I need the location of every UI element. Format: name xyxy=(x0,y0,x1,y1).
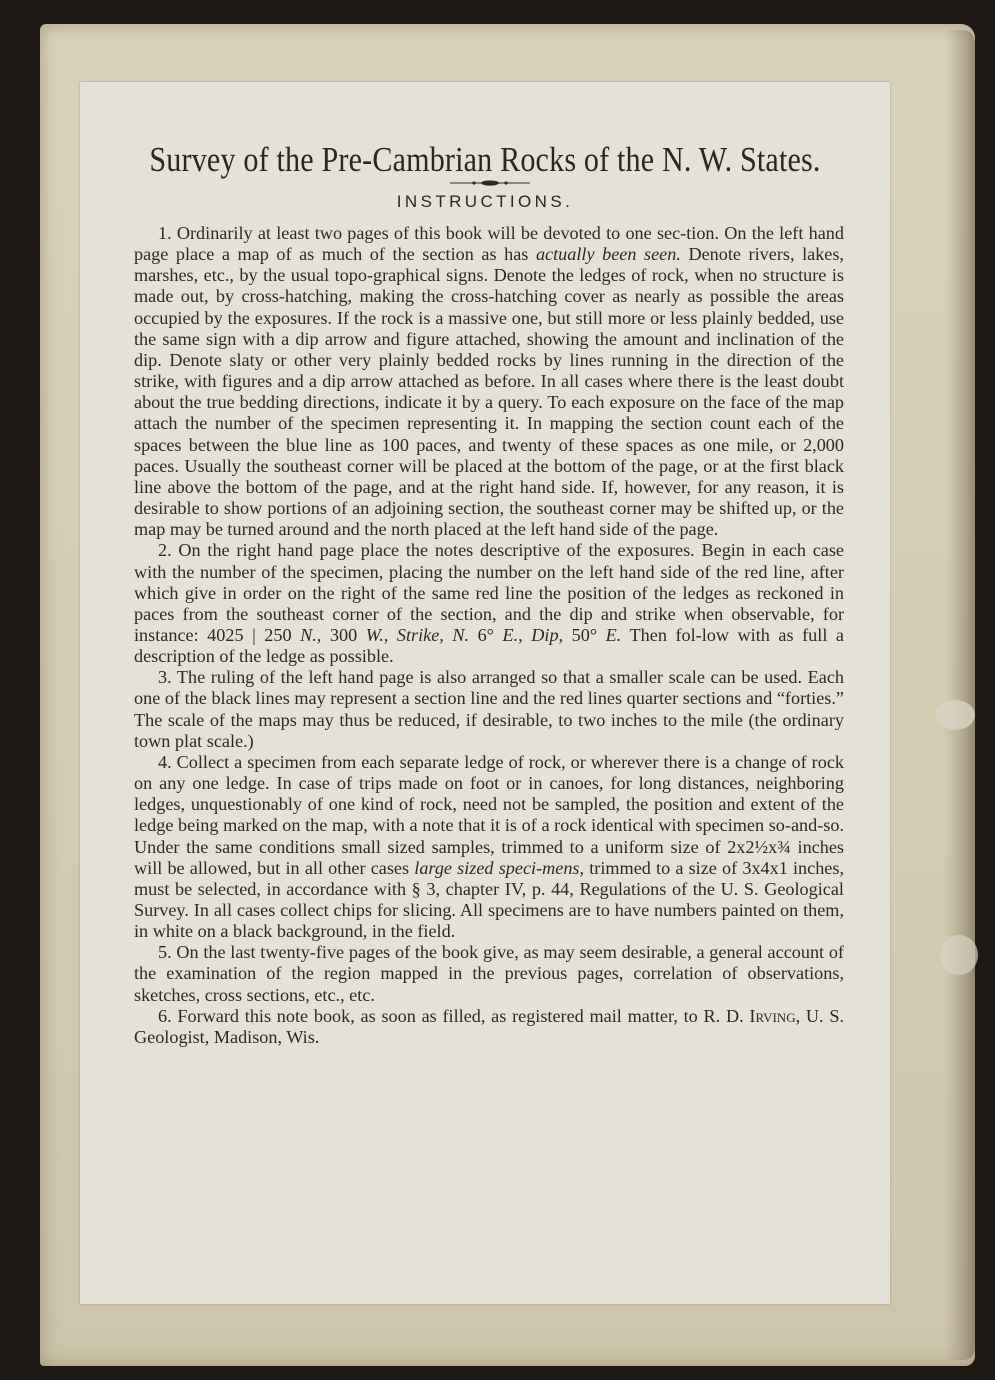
paragraph-6: 6. Forward this note book, as soon as filled, as registered mail matter, to R. D. Irving, U. S. Geologist, Madison, Wis. xyxy=(134,1005,844,1047)
page-title: Survey of the Pre-Cambrian Rocks of the N. W. States. xyxy=(149,140,821,179)
paragraph-2: 2. On the right hand page place the notes descriptive of the exposures. Begin in each case with the number of the specimen, placing the number on the left hand side of the red line, after which give in order on the right of the same red line the position of the ledges as reckoned in paces from the southeast corner of the section, and the dip and strike when observable, for instance: 4025 | 250 N., 300 W., Strike, N. 6° E., Dip, 50° E. Then fol-low with as full a description of the ledge as possible. xyxy=(134,540,844,667)
ornament-rule xyxy=(450,179,530,187)
paragraph-1: 1. Ordinarily at least two pages of this book will be devoted to one sec-tion. On the left hand page place a map of as much of the section as has actually been seen. Denote rivers, lakes, marshes, etc., by the usual topo-graphical signs. Denote the ledges of rock, when no structure is made out, by cross-hatching, making the cross-hatching cover as nearly as possible the areas occupied by the exposures. If the rock is a massive one, but still more or less plainly bedded, use the same sign with a dip arrow and figure attached, showing the amount and inclination of the dip. Denote slaty or other very plainly bedded rocks by lines running in the direction of the strike, with figures and a dip arrow attached as before. In all cases where there is the least doubt about the true bedding directions, indicate it by a query. To each exposure on the face of the map attach the number of the specimen representing it. In mapping the section count each of the spaces between the blue line as 100 paces, and twenty of these spaces as one mile, or 2,000 paces. Usually the southeast corner will be placed at the bottom of the page, or at the first black line above the bottom of the page, and at the right hand side. If, however, for any reason, it is desirable to show portions of an adjoining section, the southeast corner may be shifted up, or the map may be turned around and the north placed at the left hand side of the page. xyxy=(134,223,844,540)
instructions-body xyxy=(134,223,844,1048)
paragraph-4: 4. Collect a specimen from each separate ledge of rock, or wherever there is a change of rock on any one ledge. In case of trips made on foot or in canoes, for long distances, neighboring ledges, unquestionably of one kind of rock, need not be sampled, the position and extent of the ledge being marked on the map, with a note that it is of a rock identical with specimen so-and-so. Under the same conditions small sized samples, trimmed to a uniform size of 2x2½x¾ inches will be allowed, but in all other cases large sized speci-mens, trimmed to a size of 3x4x1 inches, must be selected, in accordance with § 3, chapter IV, p. 44, Regulations of the U. S. Geological Survey. In all cases collect chips for slicing. All specimens are to have numbers painted on them, in white on a black background, in the field. xyxy=(134,751,845,942)
paper-tear xyxy=(940,935,978,975)
paragraph-5: 5. On the last twenty-five pages of the book give, as may seem desirable, a general account of the examination of the region mapped in the previous pages, correlation of observations, sketches, cross sections, etc., etc. xyxy=(134,942,844,1005)
section-heading: INSTRUCTIONS. xyxy=(396,192,574,211)
paper-tear xyxy=(935,700,975,730)
gutter-shadow xyxy=(945,30,975,1360)
paragraph-3: 3. The ruling of the left hand page is also arranged so that a smaller scale can be used. Each one of the black lines may represent a section line and the red lines quarter sections and “forties.” The scale of the maps may thus be reduced, if desirable, to two inches to the mile (the ordinary town plat scale.) xyxy=(134,667,844,751)
instruction-sheet xyxy=(80,82,890,1304)
